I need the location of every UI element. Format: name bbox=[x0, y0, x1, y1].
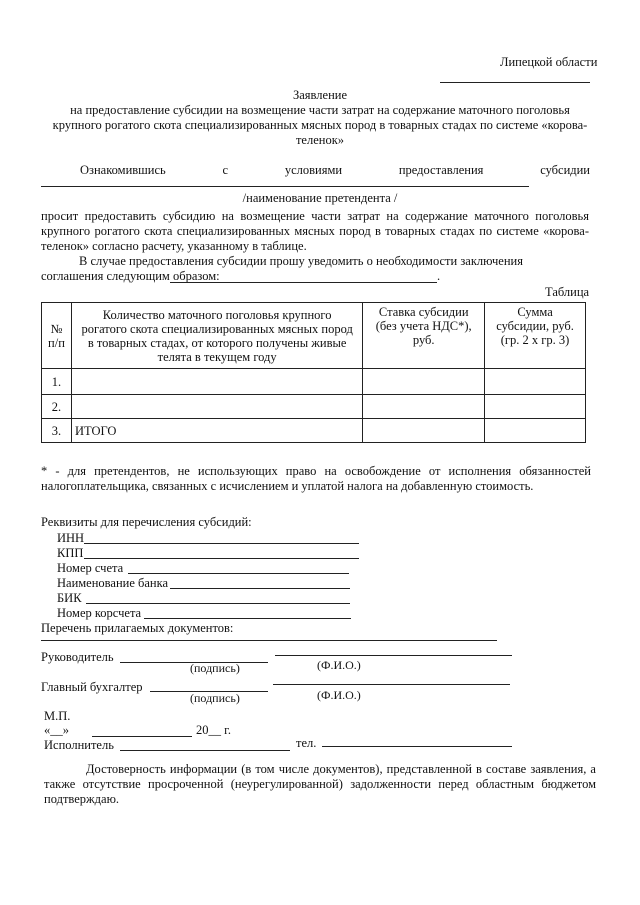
phone-label: тел. bbox=[296, 736, 317, 750]
table-caption: Таблица bbox=[545, 285, 590, 299]
word-1: Ознакомившись bbox=[80, 163, 166, 177]
row-number: 1. bbox=[42, 369, 72, 395]
attachments-line bbox=[41, 640, 497, 641]
kpp-label: КПП bbox=[57, 546, 84, 560]
head-name-line bbox=[275, 655, 512, 656]
doc-title: Заявление bbox=[292, 88, 347, 102]
inn-line bbox=[84, 543, 359, 544]
bank-line bbox=[170, 588, 350, 589]
word-4: предоставления bbox=[398, 163, 484, 177]
notification-tail: соглашения следующим образом: bbox=[41, 269, 220, 283]
doc-subtitle-line1: на предоставление субсидии на возмещение части затрат на содержание маточного поголовья bbox=[70, 103, 570, 117]
col-header-quantity: Количество маточного поголовья крупного рогатого скота специализированных мясных пород в товарных стадах, от которого получены живые телята в текущем году bbox=[71, 303, 362, 369]
corr-account-label: Номер корсчета bbox=[57, 606, 142, 620]
date-year: 20__ г. bbox=[196, 723, 231, 737]
accountant-signature-caption: (подпись) bbox=[190, 691, 240, 705]
notification-dot: . bbox=[437, 269, 441, 283]
row-quantity-cell bbox=[71, 369, 362, 395]
request-paragraph: просит предоставить субсидию на возмещение части затрат на содержание маточного поголовья крупного рогатого скота специализированных мясных пород в товарных стадах по системе «корова-теленок» согласно расчету, указанному в таблице. bbox=[41, 209, 589, 253]
head-signature-caption: (подпись) bbox=[190, 661, 240, 675]
attachments-label: Перечень прилагаемых документов: bbox=[41, 621, 234, 635]
bik-line bbox=[86, 603, 350, 604]
table-row bbox=[42, 395, 586, 419]
acquainted-line bbox=[80, 163, 590, 178]
accountant-label: Главный бухгалтер bbox=[41, 680, 143, 694]
col-header-rate: Ставка субсидии (без учета НДС*), руб. bbox=[363, 303, 485, 369]
kpp-line bbox=[84, 558, 359, 559]
inn-label: ИНН bbox=[57, 531, 85, 545]
applicant-name-caption: /наименование претендента / bbox=[242, 191, 398, 205]
col-header-sum: Сумма субсидии, руб. (гр. 2 х гр. 3) bbox=[485, 303, 586, 369]
executor-label: Исполнитель bbox=[44, 738, 114, 752]
account-line bbox=[128, 573, 349, 574]
table-row-total bbox=[42, 419, 586, 443]
bank-label: Наименование банка bbox=[57, 576, 169, 590]
bik-label: БИК bbox=[57, 591, 82, 605]
head-label: Руководитель bbox=[41, 650, 114, 664]
col-header-number: № п/п bbox=[42, 303, 72, 369]
doc-subtitle-line2: крупного рогатого скота специализированных мясных пород в товарных стадах по системе «корова- bbox=[52, 118, 588, 132]
row-quantity-cell bbox=[71, 395, 362, 419]
addressee-line bbox=[440, 82, 590, 83]
footnote: * - для претендентов, не использующих право на освобождение от исполнения обязанностей налогоплательщика, связанных с исчислением и уплатой налога на добавленную стоимость. bbox=[41, 464, 591, 493]
accountant-name-caption: (Ф.И.О.) bbox=[317, 688, 361, 702]
row-rate-cell bbox=[363, 369, 485, 395]
row-number: 2. bbox=[42, 395, 72, 419]
word-2: с bbox=[222, 163, 229, 177]
applicant-name-line bbox=[41, 186, 529, 187]
row-total-label: ИТОГО bbox=[71, 419, 362, 443]
subsidy-table bbox=[41, 302, 586, 443]
confirmation-paragraph: Достоверность информации (в том числе документов), представленной в составе заявления, а также отсутствие просроченной (неурегулированной) задолженности перед областным бюджетом подтверждаю. bbox=[44, 762, 596, 806]
date-month-line bbox=[92, 723, 192, 737]
date-open-quote: «__» bbox=[44, 723, 69, 737]
row-number: 3. bbox=[42, 419, 72, 443]
head-name-caption: (Ф.И.О.) bbox=[317, 658, 361, 672]
row-sum-cell bbox=[485, 395, 586, 419]
region-label: Липецкой области bbox=[500, 55, 598, 69]
executor-line bbox=[120, 750, 290, 751]
table-header-row bbox=[42, 303, 586, 369]
word-5: субсидии bbox=[540, 163, 590, 177]
requisites-heading: Реквизиты для перечисления субсидий: bbox=[41, 515, 252, 529]
row-rate-cell bbox=[363, 395, 485, 419]
notification-method-line bbox=[170, 282, 437, 283]
notification-paragraph: В случае предоставления субсидии прошу уведомить о необходимости заключения bbox=[79, 254, 523, 268]
account-label: Номер счета bbox=[57, 561, 124, 575]
row-sum-cell bbox=[485, 369, 586, 395]
seal-mark: М.П. bbox=[44, 709, 71, 723]
word-3: условиями bbox=[284, 163, 343, 177]
row-rate-cell bbox=[363, 419, 485, 443]
accountant-name-line bbox=[273, 684, 510, 685]
doc-subtitle-line3: теленок» bbox=[295, 133, 345, 147]
corr-account-line bbox=[144, 618, 351, 619]
phone-line bbox=[322, 746, 512, 747]
table-row bbox=[42, 369, 586, 395]
row-sum-cell bbox=[485, 419, 586, 443]
